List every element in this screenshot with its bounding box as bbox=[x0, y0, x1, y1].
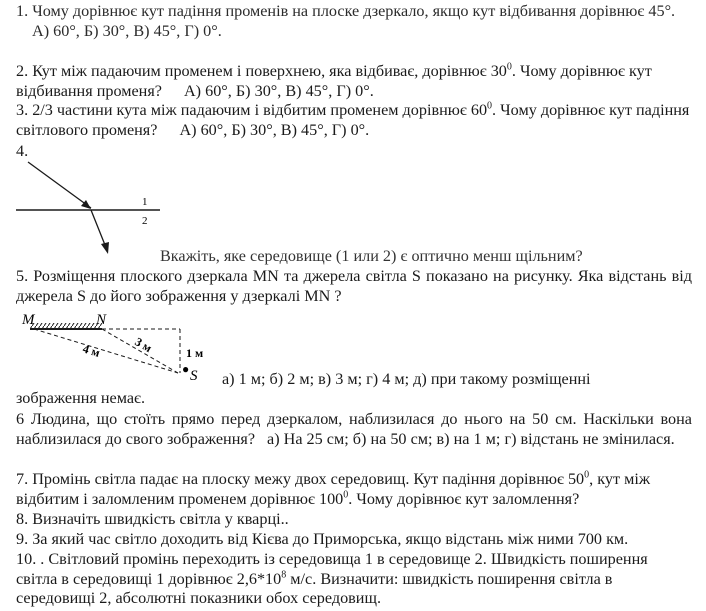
question-7-text-c: . Чому дорівнює кут заломлення? bbox=[348, 489, 580, 508]
medium-2-label: 2 bbox=[142, 215, 148, 227]
question-5-options-tail: зображення немає. bbox=[16, 389, 146, 407]
distance-1m-label: 1 м bbox=[186, 346, 204, 360]
question-8-text: 8. Визначіть швидкість світла у кварці.. bbox=[16, 510, 289, 528]
question-2 bbox=[16, 62, 692, 101]
question-9-text: 9. За який час світло доходить від Кієва до Приморська, якщо відстань між ними 700 км. bbox=[16, 530, 629, 548]
question-6 bbox=[16, 410, 692, 449]
medium-1-label: 1 bbox=[142, 196, 148, 208]
distance-4m-label: 4 м bbox=[81, 341, 102, 360]
refracted-arrow-icon bbox=[101, 242, 109, 254]
question-7-text-b: , кут між відбитим і заломленим променем дорівнює 100 bbox=[16, 470, 651, 508]
question-4-hint: Вкажіть, яке середовище (1 или 2) є оптично менш щільним? bbox=[160, 247, 583, 265]
question-10 bbox=[16, 550, 692, 609]
question-3-options: А) 60°, Б) 30°, В) 45°, Г) 0°. bbox=[179, 120, 370, 139]
question-5-text: 5. Розміщення плоского дзеркала MN та джерела світла S показано на рисунку. Яка відстань від джерела S до його зображення у дзеркалі MN ? bbox=[16, 267, 692, 305]
question-1-options: А) 60°, Б) 30°, В) 45°, Г) 0°. bbox=[32, 21, 222, 40]
question-7 bbox=[16, 470, 692, 509]
label-m: M bbox=[22, 312, 35, 328]
question-1-text: 1. Чому дорівнює кут падіння променів на плоске дзеркало, якщо кут відбивання дорівнює 45°. bbox=[16, 2, 676, 20]
question-2-degree-sup: 0 bbox=[506, 61, 512, 73]
label-n: N bbox=[96, 312, 107, 328]
question-2-text-b: . Чому дорівнює кут відбивання променя? bbox=[16, 62, 652, 100]
question-3 bbox=[16, 101, 692, 140]
question-7-sup-b: 0 bbox=[343, 489, 349, 501]
question-5-options: а) 1 м; б) 2 м; в) 3 м; г) 4 м; д) при такому розміщенні bbox=[222, 370, 591, 388]
question-10-text-a: 10. . Світловий промінь переходить із середовища 1 в середовище 2. Швидкість поширення світла в середовищі 1 дорівнює 2,6*10 bbox=[16, 550, 648, 588]
question-2-options: А) 60°, Б) 30°, В) 45°, Г) 0°. bbox=[183, 81, 374, 100]
question-6-text: 6 Людина, що стоїть прямо перед дзеркалом, наблизилася до нього на 50 см. Наскільки вона наблизилася до свого зображення? bbox=[16, 410, 692, 448]
question-4-number: 4. bbox=[16, 142, 29, 160]
question-1 bbox=[16, 2, 692, 41]
question-7-sup-a: 0 bbox=[584, 469, 590, 481]
incident-ray bbox=[28, 162, 91, 208]
question-6-options: а) На 25 см; б) на 50 см; в) на 1 м; г) відстань не змінилася. bbox=[267, 429, 675, 448]
source-marker-icon: ● bbox=[182, 362, 190, 376]
refraction-diagram bbox=[14, 158, 164, 258]
question-3-degree-sup: 0 bbox=[487, 100, 493, 112]
question-2-text-a: 2. Кут між падаючим променем і поверхнею, яка відбиває, дорівнює 30 bbox=[16, 62, 507, 80]
line-m-to-s bbox=[34, 329, 178, 373]
question-10-text-b: м/с. Визначити: швидкість поширення світла в середовищі 2, абсолютні показники обох середовищ. bbox=[16, 569, 613, 608]
question-7-text-a: 7. Промінь світла падає на плоску межу двох середовищ. Кут падіння дорівнює 50 bbox=[16, 470, 585, 488]
question-3-text-a: 3. 2/3 частини кута між падаючим і відбитим променем дорівнює 60 bbox=[16, 101, 488, 119]
question-10-sup: 8 bbox=[281, 569, 287, 581]
distance-3m-label: 3 м bbox=[132, 334, 155, 356]
label-s: S bbox=[190, 368, 198, 384]
mirror-diagram bbox=[20, 308, 220, 386]
question-3-text-b: . Чому дорівнює кут падіння світлового променя? bbox=[16, 101, 690, 139]
